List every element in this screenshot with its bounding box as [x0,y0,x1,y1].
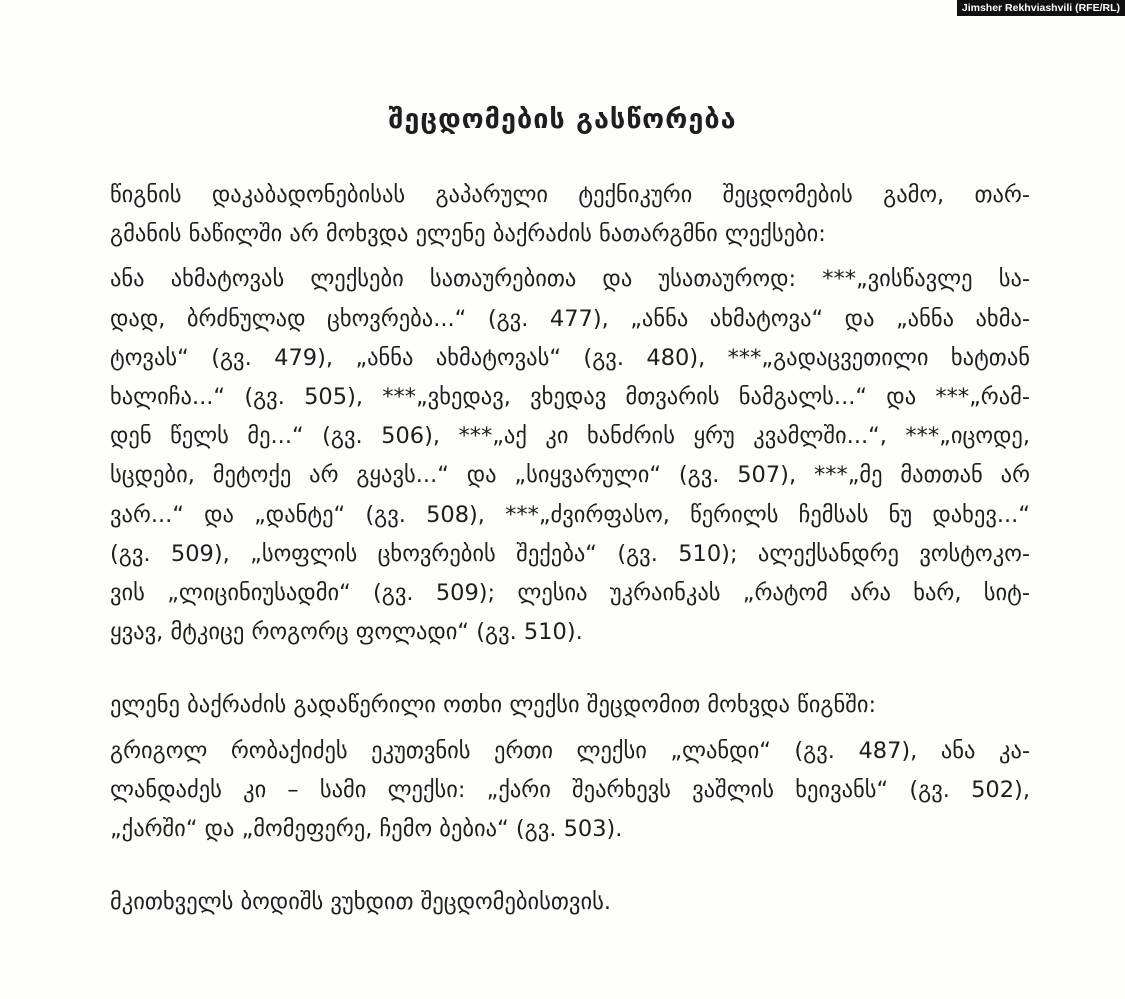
paragraph-list-of-poems [110,260,1030,652]
paragraph-apology [110,883,1030,922]
text-line: (გვ. 509), „სოფლის ცხოვრების შექება“ (გვ. 510); ალექსანდრე ვოსტოკო- [110,540,1030,567]
text-line: ანა ახმატოვას ლექსები სათაურებითა და უსათაუროდ: ***„ვისწავლე სა- [110,266,1030,293]
text-line: „ქარში“ და „მომეფერე, ჩემო ბებია“ (გვ. 503). [110,816,623,843]
text-line: გმანის ნაწილში არ მოხვდა ელენე ბაქრაძის ნათარგმნი ლექსები: [110,221,826,248]
text-line: გრიგოლ რობაქიძეს ეკუთვნის ერთი ლექსი „ლანდი“ (გვ. 487), ანა კა- [110,737,1030,764]
paragraph-intro [110,176,1030,254]
document-body [110,176,1030,922]
text-line: ლანდაძეს კი – სამი ლექსი: „ქარი შეარხევს ვაშლის ხეივანს“ (გვ. 502), [110,776,1030,803]
text-line: ხალიჩა...“ (გვ. 505), ***„ვხედავ, ვხედავ მთვარის ნამგალს...“ და ***„რამ- [110,384,1030,411]
paragraph-misattributed-intro [110,686,1030,725]
photo-credit: Jimsher Rekhviashvili (RFE/RL) [957,0,1125,16]
text-line: ელენე ბაქრაძის გადაწერილი ოთხი ლექსი შეცდომით მოხვდა წიგნში: [110,692,877,719]
text-line: მკითხველს ბოდიშს ვუხდით შეცდომებისთვის. [110,889,612,916]
text-line: დად, ბრძნულად ცხოვრება...“ (გვ. 477), „ანნა ახმატოვა“ და „ანნა ახმა- [110,305,1030,332]
text-line: ვარ...“ და „დანტე“ (გვ. 508), ***„ძვირფასო, წერილს ჩემსას ნუ დახევ...“ [110,501,1030,528]
text-line: წიგნის დაკაბადონებისას გაპარული ტექნიკური შეცდომების გამო, თარ- [110,182,1030,208]
text-line: ვის „ლიცინიუსადმი“ (გვ. 509); ლესია უკრაინკას „რატომ არა ხარ, სიტ- [110,580,1030,607]
page-title: შეცდომების გასწორება [388,104,737,135]
text-line: ტოვას“ (გვ. 479), „ანნა ახმატოვას“ (გვ. 480), ***„გადაცვეთილი ხატთან [110,344,1030,371]
text-line: ყვავ, მტკიცე როგორც ფოლადი“ (გვ. 510). [110,619,583,646]
text-line: სცდები, მეტოქე არ გყავს...“ და „სიყვარული“ (გვ. 507), ***„მე მათთან არ [110,462,1030,489]
paragraph-misattributed-poems [110,732,1030,850]
text-line: დენ წელს მე...“ (გვ. 506), ***„აქ კი ხანძრის ყრუ კვამლში...“, ***„იცოდე, [110,423,1030,450]
